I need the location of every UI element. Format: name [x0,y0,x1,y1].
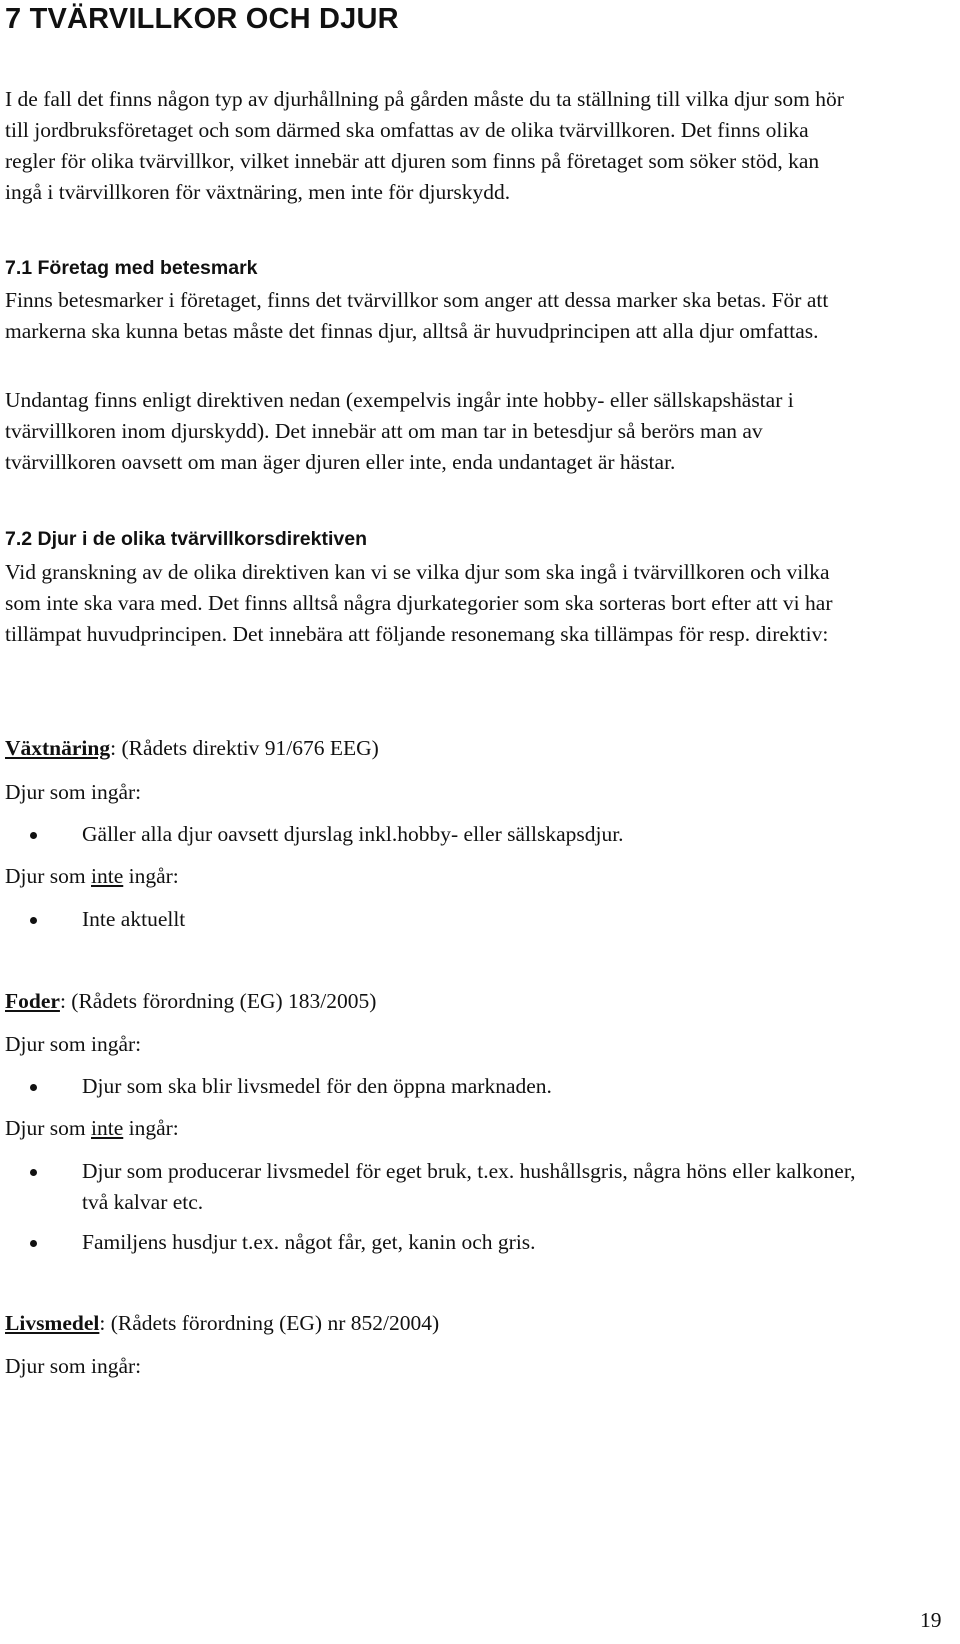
vaxtnaring-not-included-label [5,861,179,891]
livsmedel-name: Livsmedel [5,1311,100,1335]
label-prefix: Djur som [5,1116,91,1140]
section-7-2-heading: 7.2 Djur i de olika tvärvillkorsdirektiven [5,528,367,550]
foder-directive [5,986,376,1016]
vaxtnaring-not-included-item: Inte aktuellt [82,907,186,931]
foder-not-included-label [5,1113,179,1143]
label-suffix: ingår: [123,864,179,888]
section-7-1-paragraph-1: Finns betesmarker i företaget, finns det tvärvillkor som anger att dessa marker ska betas. För att markerna ska kunna betas måste det finnas djur, alltså är huvudprincipen att alla djur omfattas. [5,288,829,343]
vaxtnaring-directive [5,733,379,763]
foder-included-item: Djur som ska blir livsmedel för den öppna marknaden. [82,1074,552,1098]
intro-paragraph: I de fall det finns någon typ av djurhållning på gården måste du ta ställning till vilka djur som hör till jordbruksföretaget och som därmed ska omfattas av de olika tvärvillkoren. Det finns olika regler för olika tvärvillkor, vilket innebär att djuren som finns på företaget som söker stöd, kan ingå i tvärvillkoren för växtnäring, men inte för djurskydd. [5,87,844,204]
vaxtnaring-reference: : (Rådets direktiv 91/676 EEG) [110,736,379,760]
bullet-icon [30,1084,37,1091]
vaxtnaring-name: Växtnäring [5,736,111,760]
bullet-icon [30,1169,37,1176]
label-emphasis: inte [91,1116,124,1140]
foder-not-included-item-2: Familjens husdjur t.ex. något får, get, kanin och gris. [82,1230,536,1254]
label-emphasis: inte [91,864,124,888]
label-prefix: Djur som [5,864,91,888]
livsmedel-included-label: Djur som ingår: [5,1354,142,1378]
livsmedel-directive [5,1308,439,1338]
foder-not-included-item-1: Djur som producerar livsmedel för eget bruk, t.ex. hushållsgris, några höns eller kalkoner, två kalvar etc. [82,1159,856,1214]
section-7-1-heading: 7.1 Företag med betesmark [5,257,258,279]
bullet-icon [30,832,37,839]
vaxtnaring-included-label: Djur som ingår: [5,780,142,804]
section-title: 7 TVÄRVILLKOR OCH DJUR [5,3,399,35]
section-7-2-paragraph: Vid granskning av de olika direktiven kan vi se vilka djur som ska ingå i tvärvillkoren och vilka som inte ska vara med. Det finns alltså några djurkategorier som ska sorteras bort efter att vi har tillämpat huvudprincipen. Det innebära att följande resonemang ska tillämpas för resp. direktiv: [5,560,833,646]
foder-included-label: Djur som ingår: [5,1032,142,1056]
livsmedel-reference: : (Rådets förordning (EG) nr 852/2004) [99,1311,440,1335]
bullet-icon [30,1240,37,1247]
vaxtnaring-included-item: Gäller alla djur oavsett djurslag inkl.hobby- eller sällskapsdjur. [82,822,624,846]
foder-reference: : (Rådets förordning (EG) 183/2005) [59,989,377,1013]
label-suffix: ingår: [123,1116,179,1140]
foder-name: Foder [5,989,60,1013]
bullet-icon [30,917,37,924]
section-7-1-paragraph-2: Undantag finns enligt direktiven nedan (exempelvis ingår inte hobby- eller sällskapshästar i tvärvillkoren inom djurskydd). Det innebär att om man tar in betesdjur så berörs man av tvärvillkoren oavsett om man äger djuren eller inte, enda undantaget är hästar. [5,388,794,474]
page-number: 19 [920,1608,942,1632]
